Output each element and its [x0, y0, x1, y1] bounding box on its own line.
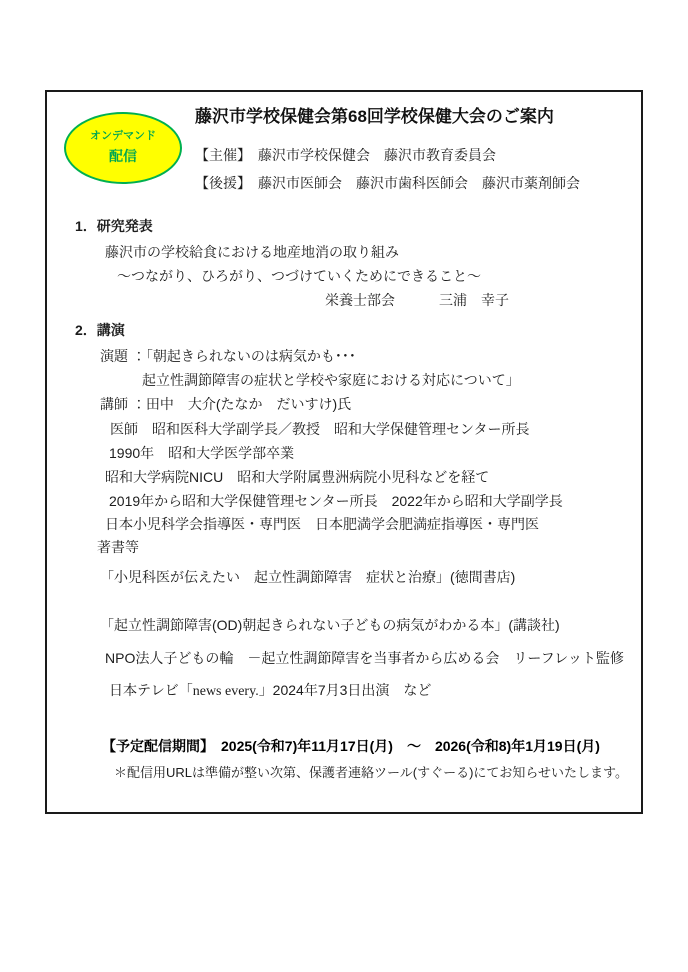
- support-line: 【後援】 藤沢市医師会 藤沢市歯科医師会 藤沢市薬剤師会: [195, 175, 580, 191]
- on-demand-badge: [64, 112, 182, 184]
- page-title: 藤沢市学校保健会第68回学校保健大会のご案内: [195, 107, 554, 126]
- tv-program-name: news every.: [192, 684, 259, 699]
- lecture-topic-row: [100, 346, 356, 366]
- tv-prefix: 日本テレビ「: [109, 682, 193, 698]
- url-note: ＊配信用URLは準備が整い次第、保護者連絡ツール(すぐーる)にてお知らせいたします。: [114, 765, 628, 780]
- work-item: NPO法人子どもの輪 －起立性調節障害を当事者から広める会 リーフレット監修: [105, 650, 624, 666]
- broadcast-period: 【予定配信期間】 2025(令和7)年11月17日(月) ～ 2026(令和8)年1月19日(月): [102, 738, 600, 754]
- lecture-topic-line1: 「朝起きられないのは病気かも･･･: [145, 348, 356, 364]
- section2-heading: 2．講演: [75, 322, 125, 338]
- tv-suffix: 」2024年7月3日出演 など: [258, 682, 432, 698]
- works-heading: 著書等: [97, 539, 139, 555]
- research-topic: 藤沢市の学校給食における地産地消の取り組み: [105, 244, 399, 260]
- lecturer-profile-line: 1990年 昭和大学医学部卒業: [109, 445, 295, 461]
- work-item: 「起立性調節障害(OD)朝起きられない子どもの病気がわかる本」(講談社): [100, 617, 560, 633]
- research-subtitle: ～つながり、ひろがり、つづけていくためにできること～: [117, 268, 481, 284]
- lecturer-profile-line: 医師 昭和医科大学副学長／教授 昭和大学保健管理センター所長: [110, 421, 530, 437]
- lecturer-row: [100, 394, 351, 414]
- badge-line1: オンデマンド: [90, 130, 156, 142]
- lecturer-name: 田中 大介(たなか だいすけ)氏: [145, 396, 352, 412]
- lecture-topic-label: 演題 ：: [100, 348, 146, 364]
- badge-line2: 配信: [109, 148, 137, 165]
- work-item-tv: [109, 680, 431, 700]
- organizer-line: 【主催】 藤沢市学校保健会 藤沢市教育委員会: [195, 147, 496, 163]
- lecture-topic-line2: 起立性調節障害の症状と学校や家庭における対応について」: [142, 372, 520, 388]
- lecturer-profile-line: 2019年から昭和大学保健管理センター所長 2022年から昭和大学副学長: [109, 493, 563, 509]
- lecturer-label: 講師 ：: [100, 396, 146, 412]
- announcement-border-box: [45, 90, 643, 814]
- research-presenter: 三浦 幸子: [439, 292, 509, 308]
- lecturer-profile-line: 日本小児科学会指導医・専門医 日本肥満学会肥満症指導医・専門医: [105, 516, 539, 532]
- research-group: 栄養士部会: [325, 292, 395, 308]
- section1-heading: 1．研究発表: [75, 218, 153, 234]
- work-item: 「小児科医が伝えたい 起立性調節障害 症状と治療」(徳間書店): [100, 569, 516, 585]
- lecturer-profile-line: 昭和大学病院NICU 昭和大学附属豊洲病院小児科などを経て: [105, 469, 490, 485]
